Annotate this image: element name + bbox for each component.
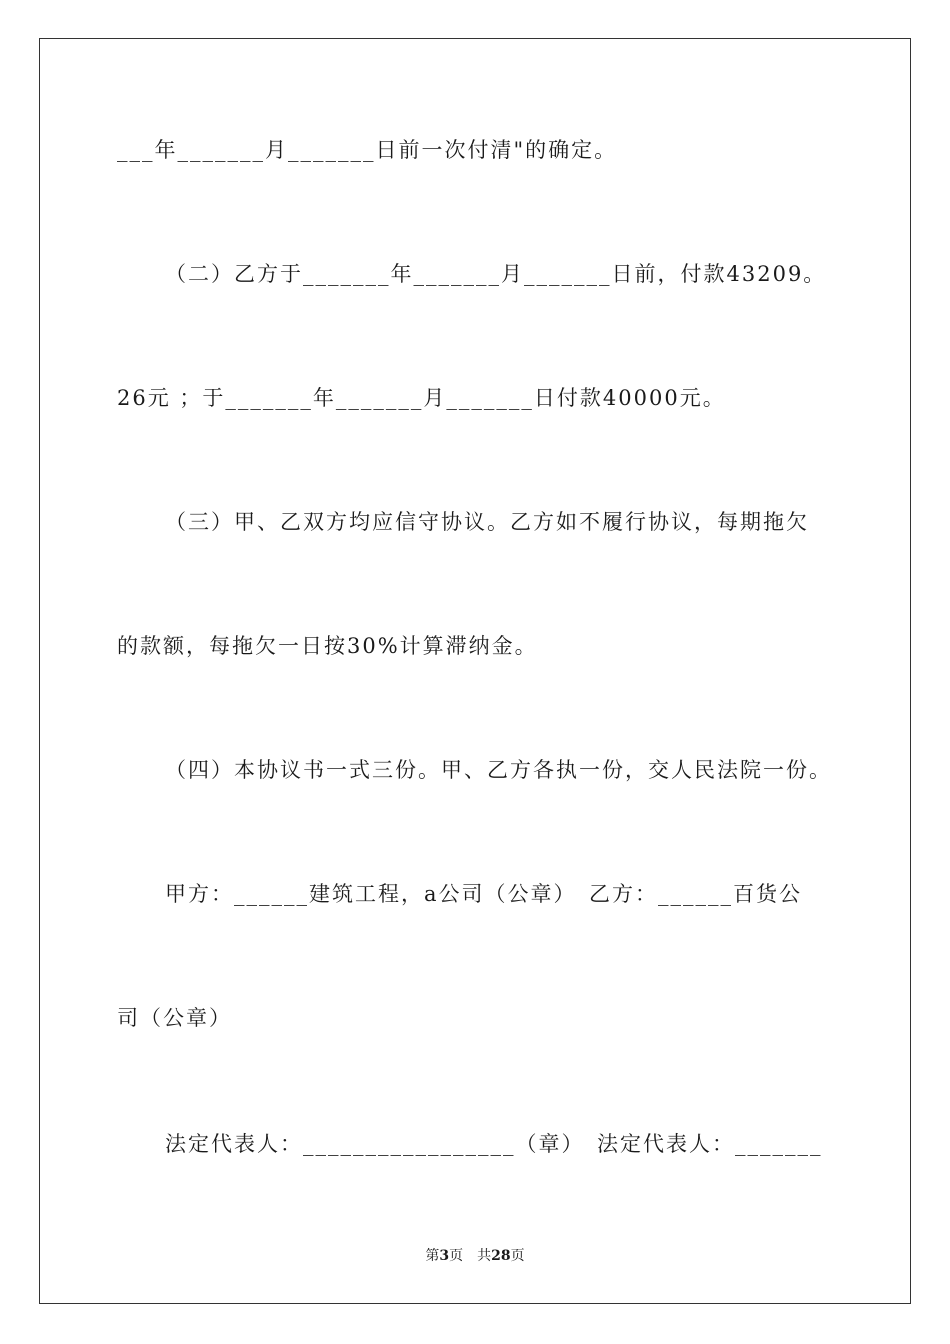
- text-line-signatories-cont: 司（公章）: [117, 1006, 232, 1030]
- footer-current-page: 3: [439, 1248, 450, 1264]
- text-line-clause-2: （二）乙方于_______年_______月_______日前，付款43209。: [165, 262, 827, 286]
- text-line-clause-3-cont: 的款额，每拖欠一日按30%计算滞纳金。: [117, 634, 538, 658]
- footer-middle: 页 共: [449, 1248, 492, 1264]
- text-line-legal-representatives: 法定代表人：_________________（章） 法定代表人：_______: [165, 1132, 823, 1156]
- footer-total-pages: 28: [491, 1248, 511, 1264]
- page-footer: [0, 1246, 950, 1266]
- text-line-clause-2-cont: 26元 ；于_______年_______月_______日付款40000元。: [117, 386, 726, 410]
- text-line-clause-3: （三）甲、乙双方均应信守协议。乙方如不履行协议，每期拖欠: [165, 510, 809, 534]
- text-line-signatories: 甲方：______建筑工程，a公司（公章） 乙方：______百货公: [165, 882, 803, 906]
- text-line-clause-4: （四）本协议书一式三份。甲、乙方各执一份，交人民法院一份。: [165, 758, 832, 782]
- page-border: [39, 38, 911, 1304]
- text-line-payment-deadline: ___年_______月_______日前一次付清"的确定。: [117, 138, 618, 162]
- footer-prefix: 第: [425, 1248, 440, 1264]
- footer-suffix: 页: [510, 1248, 525, 1264]
